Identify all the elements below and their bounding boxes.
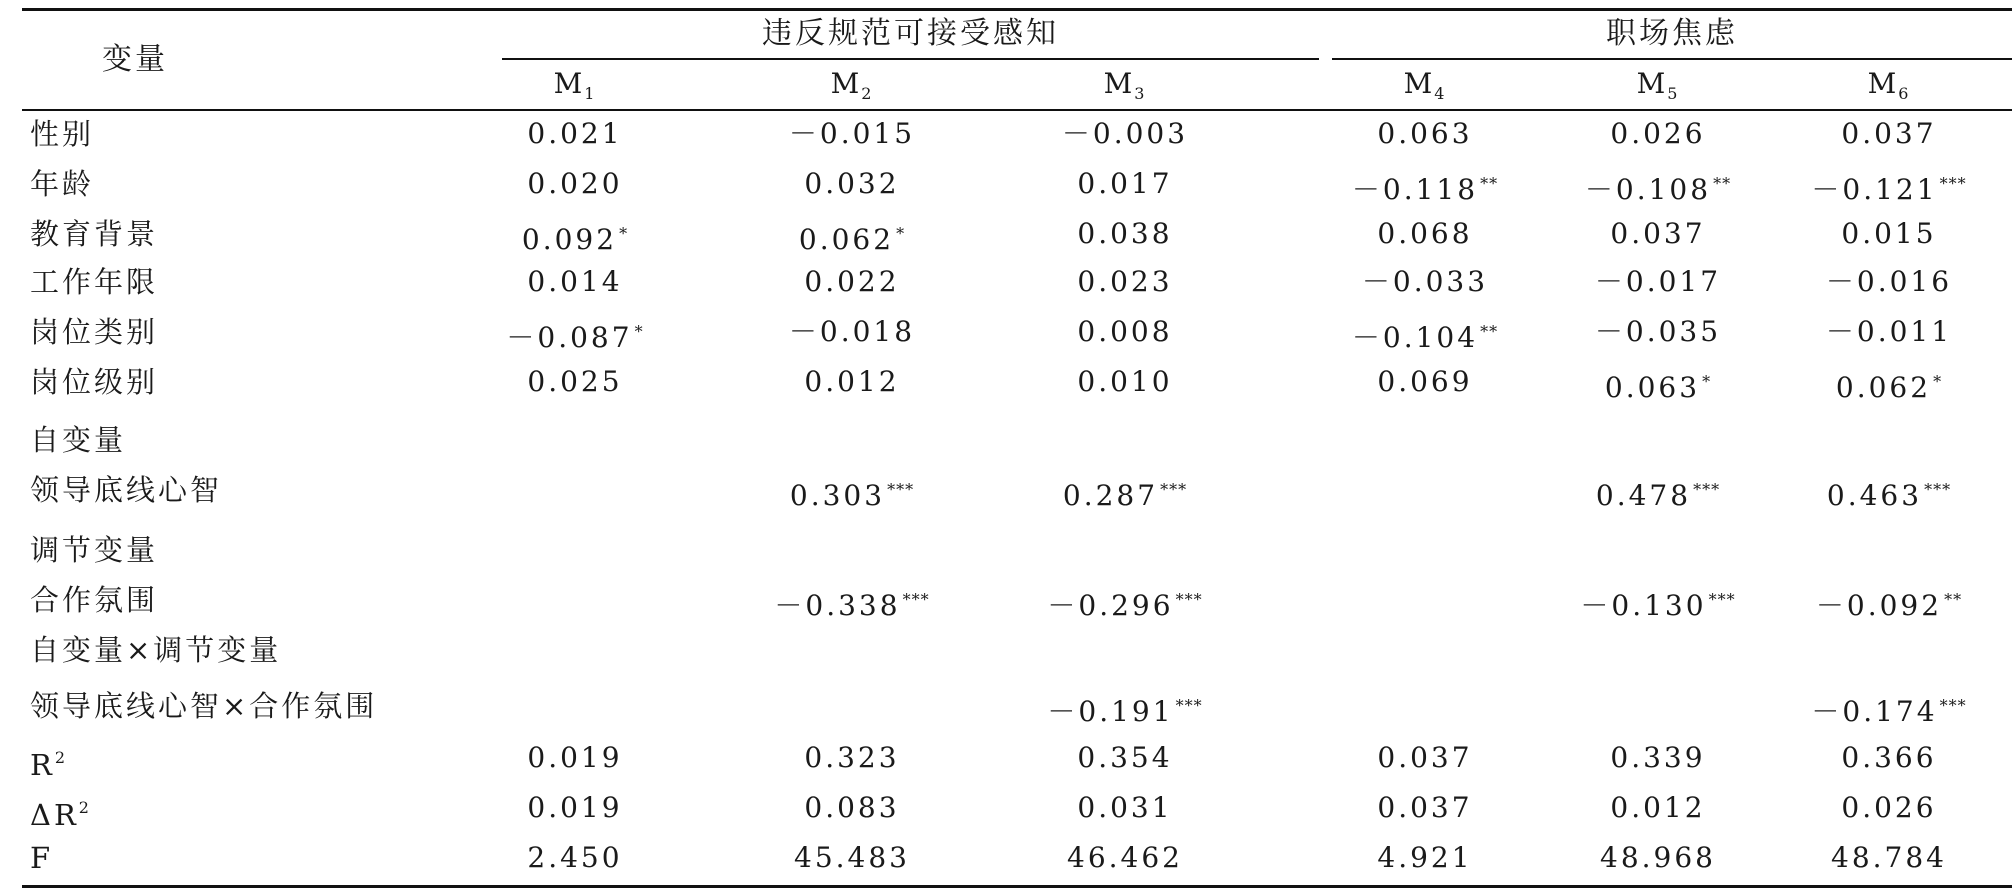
cell-value: 0.012	[804, 365, 900, 398]
row-label-text: 合作氛围	[30, 583, 159, 617]
table-cell	[722, 366, 982, 398]
cell-value: 0.062	[1835, 371, 1932, 404]
cell-value: 0.069	[1377, 365, 1473, 398]
cell-value: 0.303	[789, 479, 886, 512]
cell-value: 0.037	[1610, 217, 1706, 250]
cell-value: －0.130	[1580, 589, 1707, 622]
significance-marker: *	[896, 224, 906, 243]
model-subscript: 6	[1898, 84, 1911, 103]
header-model-6	[1829, 68, 1949, 110]
row-label	[30, 266, 158, 298]
header-model-2	[792, 68, 912, 110]
significance-marker: **	[1944, 590, 1963, 609]
table-cell	[445, 118, 705, 150]
row-label-text: F	[30, 841, 54, 875]
cell-value: 0.354	[1077, 741, 1173, 774]
cell-value: 0.026	[1841, 791, 1937, 824]
table-cell	[1759, 366, 2016, 404]
table-cell	[1528, 118, 1788, 150]
table-cell	[1759, 316, 2016, 348]
table-cell	[722, 218, 982, 256]
cell-value: 0.062	[798, 223, 895, 256]
header-model-4	[1365, 68, 1485, 110]
table-cell	[1759, 690, 2016, 728]
cell-value: 45.483	[794, 841, 910, 874]
header-variable: 变量	[102, 42, 168, 77]
table-cell	[445, 316, 705, 354]
row-label-superscript: 2	[54, 748, 69, 767]
cell-value: －0.118	[1351, 173, 1479, 206]
row-label	[30, 168, 94, 200]
table-cell	[995, 218, 1255, 250]
row-label-text: 自变量×调节变量	[30, 633, 282, 667]
cell-value: 0.032	[804, 167, 900, 200]
cell-value: －0.121	[1811, 173, 1938, 206]
table-cell	[445, 742, 705, 774]
cell-value: －0.104	[1351, 321, 1479, 354]
model-base: M	[1636, 67, 1668, 100]
row-label	[30, 218, 158, 250]
significance-marker: ***	[1693, 480, 1721, 499]
table-cell	[995, 792, 1255, 824]
group2-underline	[1332, 58, 2012, 60]
model-subscript: 4	[1434, 84, 1447, 103]
table-cell	[1528, 842, 1788, 874]
cell-value: 48.784	[1831, 841, 1947, 874]
table-cell	[722, 584, 982, 622]
table-cell	[1759, 742, 2016, 774]
row-label	[30, 366, 158, 398]
row-label	[30, 742, 68, 781]
cell-value: 0.026	[1610, 117, 1706, 150]
cell-value: 0.019	[527, 791, 623, 824]
table-cell	[1295, 742, 1555, 774]
row-label-text: 性别	[30, 117, 95, 151]
table-cell	[995, 316, 1255, 348]
significance-marker: ***	[1939, 696, 1967, 715]
cell-value: －0.296	[1047, 589, 1174, 622]
cell-value: 0.037	[1377, 791, 1473, 824]
row-label-text: 岗位级别	[30, 365, 159, 399]
row-label-text: 岗位类别	[30, 315, 159, 349]
cell-value: 0.038	[1077, 217, 1173, 250]
significance-marker: ***	[1708, 590, 1736, 609]
significance-marker: ***	[1160, 480, 1188, 499]
cell-value: －0.003	[1061, 117, 1189, 150]
cell-value: 0.025	[527, 365, 623, 398]
cell-value: 0.021	[527, 117, 623, 150]
cell-value: 0.022	[804, 265, 900, 298]
table-cell	[1528, 218, 1788, 250]
cell-value: 46.462	[1067, 841, 1183, 874]
row-label	[30, 634, 281, 666]
table-cell	[1528, 168, 1788, 206]
table-cell	[722, 316, 982, 348]
table-cell	[1295, 316, 1555, 354]
cell-value: －0.108	[1584, 173, 1712, 206]
model-base: M	[1867, 67, 1899, 100]
row-label-text: 年龄	[30, 167, 95, 201]
model-subscript: 3	[1134, 84, 1147, 103]
cell-value: －0.092	[1815, 589, 1943, 622]
cell-value: －0.015	[788, 117, 916, 150]
header-model-3	[1065, 68, 1185, 110]
table-cell	[445, 266, 705, 298]
significance-marker: ***	[1175, 696, 1203, 715]
significance-marker: *	[634, 322, 644, 341]
row-label-text: 领导底线心智×合作氛围	[30, 689, 378, 723]
table-cell	[995, 168, 1255, 200]
significance-marker: ***	[1924, 480, 1952, 499]
row-label	[30, 792, 92, 831]
table-cell	[1295, 842, 1555, 874]
cell-value: －0.018	[788, 315, 916, 348]
table-cell	[1528, 316, 1788, 348]
row-label	[30, 474, 222, 506]
header-model-1	[515, 68, 635, 110]
model-base: M	[553, 67, 585, 100]
table-cell	[1528, 584, 1788, 622]
table-cell	[1295, 792, 1555, 824]
row-label	[30, 424, 126, 456]
table-cell	[445, 168, 705, 200]
row-label	[30, 534, 158, 566]
table-cell	[995, 690, 1255, 728]
table-cell	[995, 742, 1255, 774]
table-cell	[445, 218, 705, 256]
table-cell	[722, 742, 982, 774]
significance-marker: ***	[902, 590, 930, 609]
row-label	[30, 584, 158, 616]
row-label	[30, 690, 377, 722]
significance-marker: *	[619, 224, 629, 243]
table-cell	[995, 266, 1255, 298]
table-cell	[1295, 168, 1555, 206]
cell-value: 0.014	[527, 265, 623, 298]
table-cell	[1759, 266, 2016, 298]
table-cell	[995, 474, 1255, 512]
cell-value: 0.287	[1062, 479, 1159, 512]
table-cell	[1759, 584, 2016, 622]
cell-value: 0.019	[527, 741, 623, 774]
table-cell	[722, 474, 982, 512]
cell-value: －0.016	[1825, 265, 1953, 298]
cell-value: 0.037	[1377, 741, 1473, 774]
cell-value: 0.063	[1604, 371, 1701, 404]
table-cell	[1528, 266, 1788, 298]
table-cell	[1528, 474, 1788, 512]
table-cell	[445, 842, 705, 874]
cell-value: －0.017	[1594, 265, 1722, 298]
row-label-text: 调节变量	[30, 533, 159, 567]
significance-marker: *	[1702, 372, 1712, 391]
row-label-text: 工作年限	[30, 265, 159, 299]
significance-marker: ***	[1175, 590, 1203, 609]
cell-value: 0.012	[1610, 791, 1706, 824]
table-top-rule	[22, 8, 2012, 11]
row-label	[30, 316, 158, 348]
table-bottom-rule	[22, 885, 2012, 888]
table-cell	[1528, 366, 1788, 404]
row-label-text: 自变量	[30, 423, 127, 457]
cell-value: －0.035	[1594, 315, 1722, 348]
header-model-5	[1598, 68, 1718, 110]
significance-marker: **	[1480, 174, 1499, 193]
table-cell	[995, 366, 1255, 398]
row-label-superscript: 2	[78, 798, 92, 817]
row-label	[30, 842, 53, 874]
table-cell	[1528, 742, 1788, 774]
model-base: M	[830, 67, 862, 100]
cell-value: 0.366	[1841, 741, 1937, 774]
header-group-norm-acceptability: 违反规范可接受感知	[762, 16, 1059, 51]
cell-value: －0.338	[774, 589, 901, 622]
cell-value: 0.478	[1595, 479, 1692, 512]
table-cell	[722, 266, 982, 298]
cell-value: －0.011	[1825, 315, 1953, 348]
row-label-text: 领导底线心智	[30, 473, 223, 507]
model-base: M	[1403, 67, 1435, 100]
cell-value: 0.339	[1610, 741, 1706, 774]
cell-value: 0.017	[1077, 167, 1173, 200]
table-cell	[1759, 168, 2016, 206]
cell-value: 0.010	[1077, 365, 1173, 398]
table-cell	[722, 118, 982, 150]
cell-value: 0.020	[527, 167, 623, 200]
significance-marker: **	[1713, 174, 1732, 193]
row-label-text: ΔR	[30, 798, 79, 832]
table-cell	[1295, 218, 1555, 250]
cell-value: 4.921	[1377, 841, 1473, 874]
table-cell	[1759, 792, 2016, 824]
cell-value: 0.083	[804, 791, 900, 824]
table-cell	[1295, 266, 1555, 298]
table-cell	[995, 118, 1255, 150]
table-cell	[1528, 792, 1788, 824]
cell-value: －0.174	[1811, 695, 1938, 728]
significance-marker: ***	[1939, 174, 1967, 193]
table-cell	[1759, 218, 2016, 250]
cell-value: 48.968	[1600, 841, 1716, 874]
cell-value: 0.037	[1841, 117, 1937, 150]
significance-marker: *	[1933, 372, 1943, 391]
significance-marker: **	[1480, 322, 1499, 341]
cell-value: 0.023	[1077, 265, 1173, 298]
cell-value: 0.092	[521, 223, 618, 256]
cell-value: 0.463	[1826, 479, 1923, 512]
table-cell	[995, 842, 1255, 874]
table-cell	[1759, 118, 2016, 150]
cell-value: 0.063	[1377, 117, 1473, 150]
cell-value: 0.323	[804, 741, 900, 774]
row-label-text: R	[30, 748, 55, 782]
cell-value: 0.068	[1377, 217, 1473, 250]
cell-value: －0.033	[1361, 265, 1489, 298]
table-cell	[1295, 366, 1555, 398]
group1-underline	[502, 58, 1319, 60]
model-subscript: 2	[861, 84, 874, 103]
cell-value: 2.450	[527, 841, 623, 874]
significance-marker: ***	[887, 480, 915, 499]
cell-value: 0.008	[1077, 315, 1173, 348]
model-base: M	[1103, 67, 1135, 100]
table-cell	[722, 792, 982, 824]
cell-value: －0.191	[1047, 695, 1174, 728]
cell-value: －0.087	[506, 321, 633, 354]
model-subscript: 1	[584, 84, 597, 103]
table-cell	[995, 584, 1255, 622]
table-cell	[445, 366, 705, 398]
table-cell	[1759, 474, 2016, 512]
table-cell	[722, 842, 982, 874]
table-cell	[1759, 842, 2016, 874]
table-cell	[1295, 118, 1555, 150]
row-label-text: 教育背景	[30, 217, 159, 251]
table-cell	[722, 168, 982, 200]
model-subscript: 5	[1667, 84, 1680, 103]
header-group-workplace-anxiety: 职场焦虑	[1606, 16, 1738, 51]
cell-value: 0.015	[1841, 217, 1937, 250]
cell-value: 0.031	[1077, 791, 1173, 824]
row-label	[30, 118, 94, 150]
table-cell	[445, 792, 705, 824]
